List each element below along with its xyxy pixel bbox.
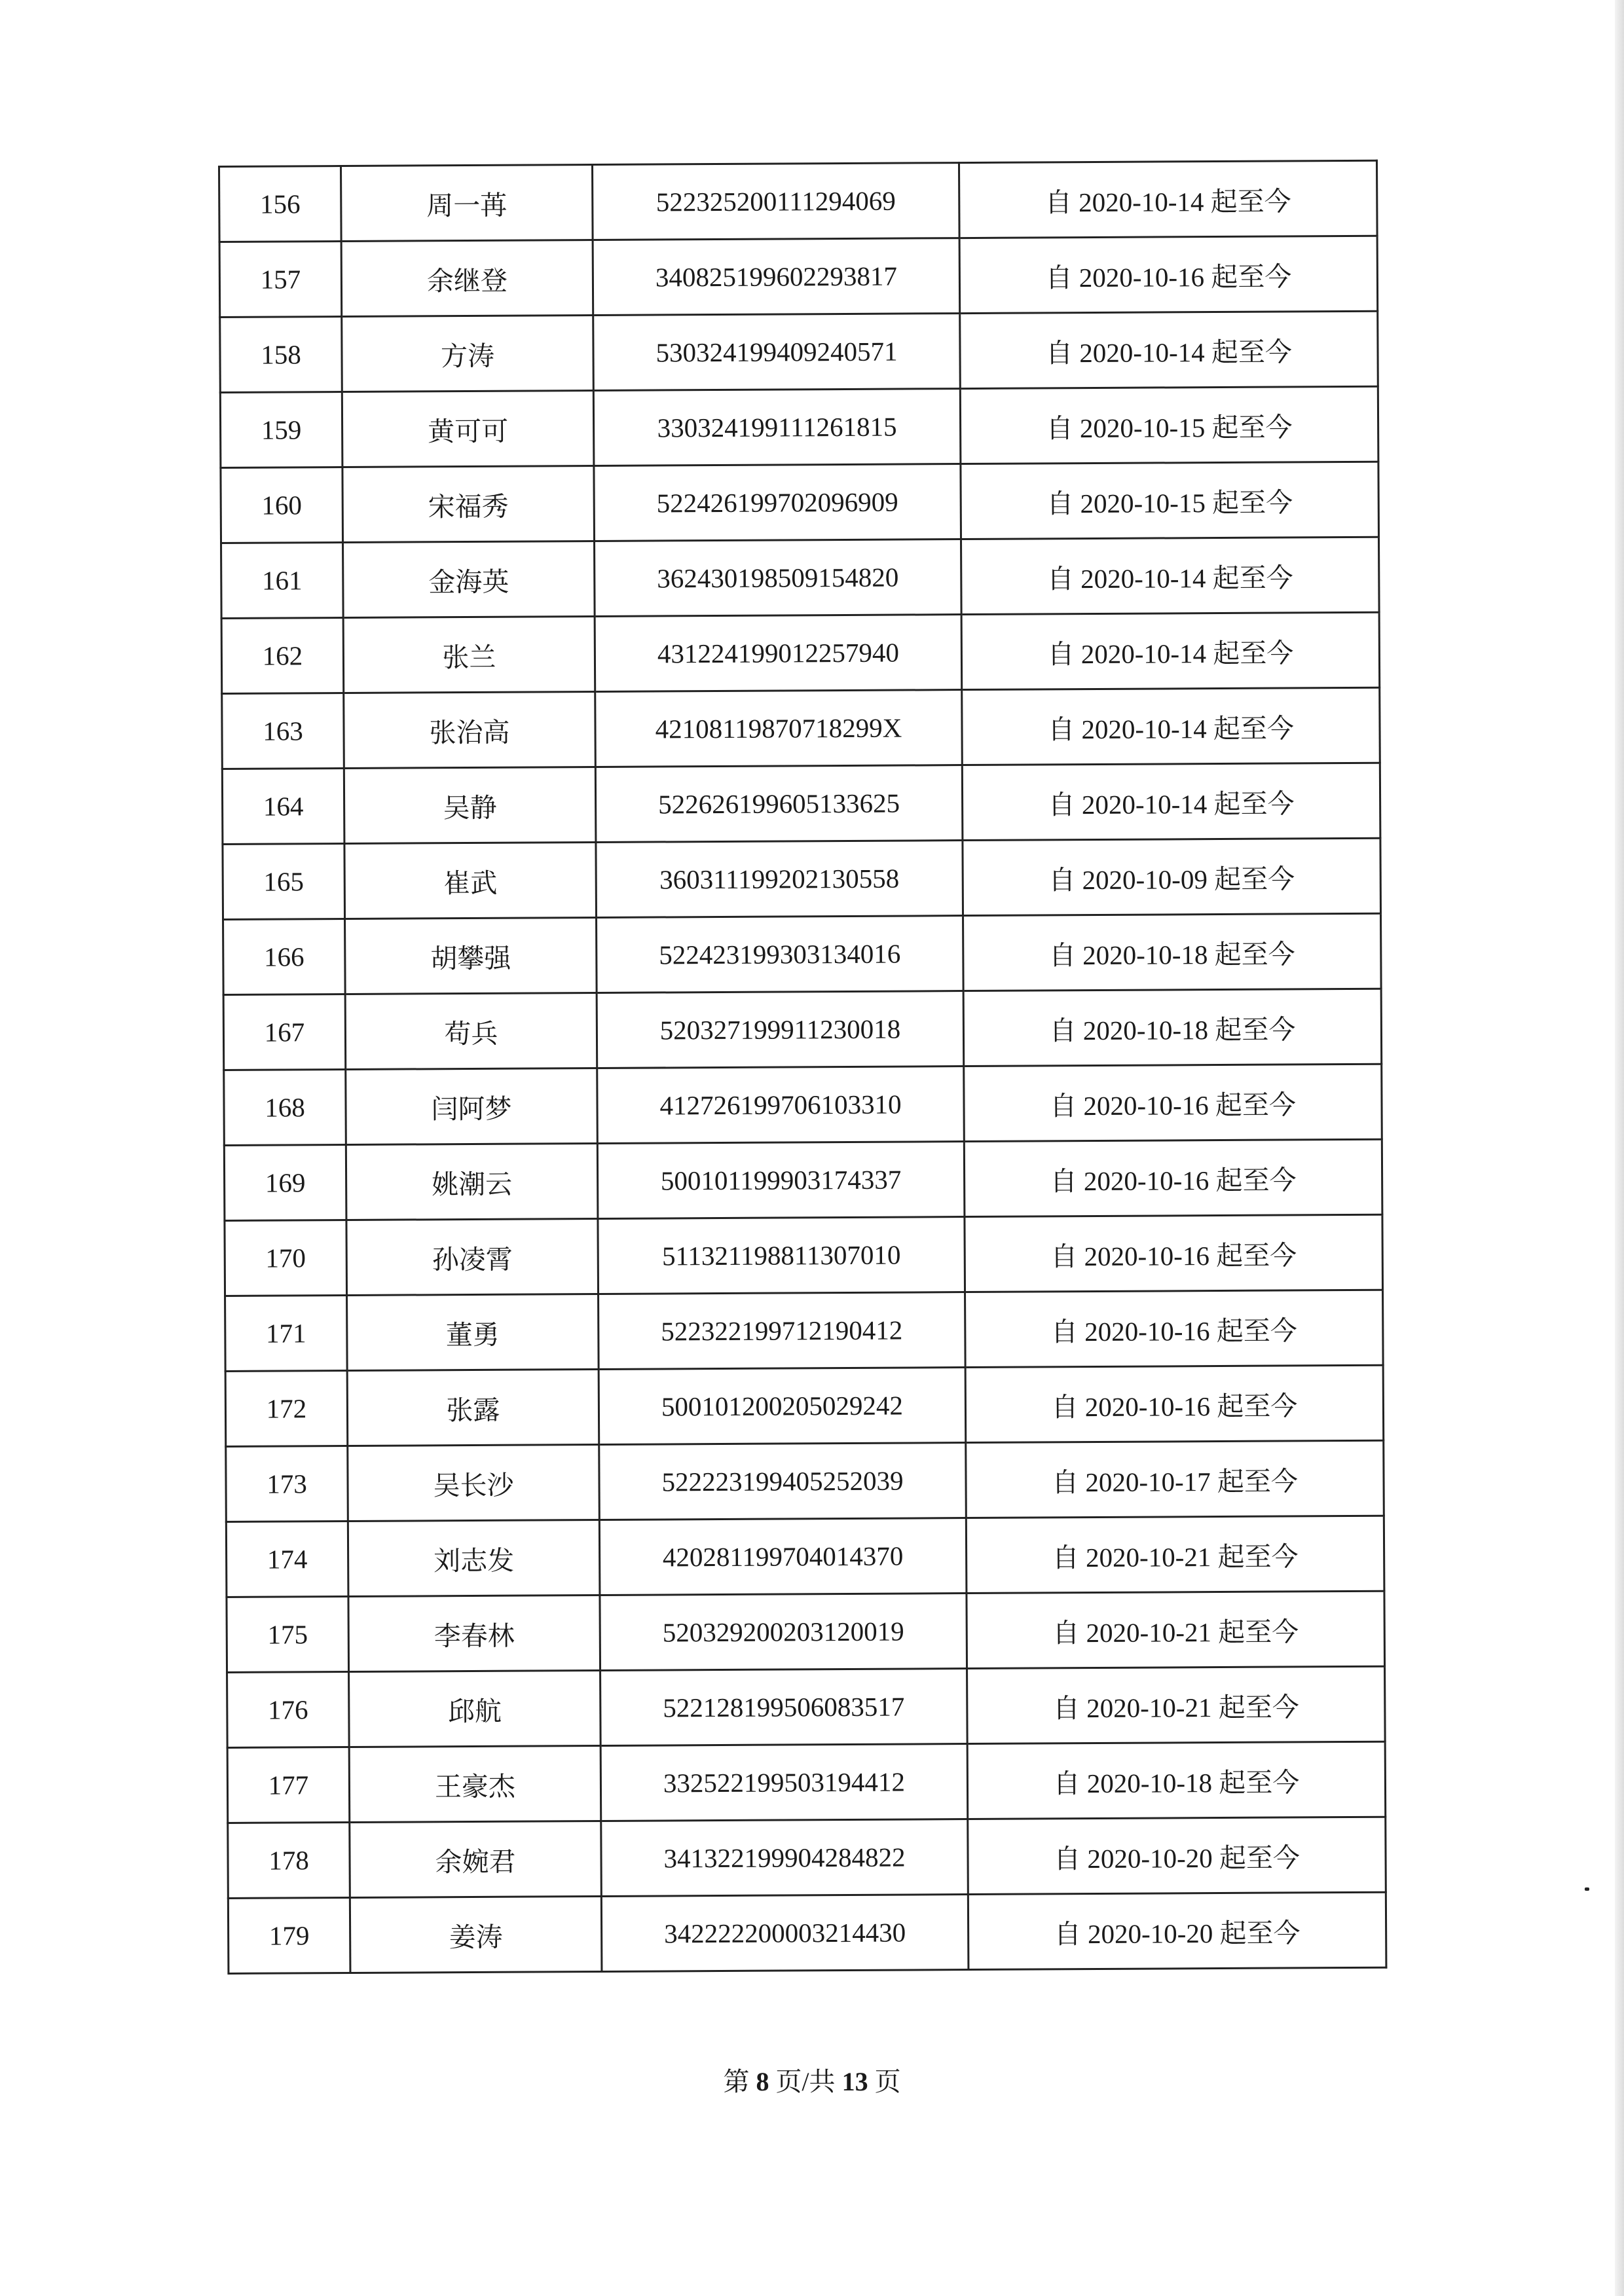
cell-period: 自 2020-10-16 起至今	[965, 1214, 1383, 1292]
cell-number: 164	[222, 769, 344, 845]
cell-number: 172	[225, 1370, 348, 1446]
table-row	[225, 1290, 1384, 1371]
cell-name: 余婉君	[350, 1821, 602, 1897]
cell-period: 自 2020-10-16 起至今	[959, 236, 1378, 313]
cell-number: 179	[228, 1897, 350, 1973]
cell-id-number: 530324199409240571	[593, 314, 961, 391]
cell-name: 张露	[347, 1369, 599, 1446]
cell-id-number: 342222200003214430	[601, 1895, 969, 1972]
cell-id-number: 341322199904284822	[601, 1819, 969, 1897]
table-row	[221, 537, 1380, 618]
cell-period: 自 2020-10-14 起至今	[962, 687, 1380, 765]
cell-name: 吴长沙	[348, 1444, 600, 1521]
cell-number: 163	[222, 693, 344, 769]
cell-name: 邱航	[349, 1670, 601, 1747]
cell-id-number: 362430198509154820	[595, 539, 962, 617]
cell-number: 156	[219, 166, 342, 242]
cell-number: 162	[221, 618, 344, 694]
table-row	[226, 1516, 1384, 1597]
cell-id-number: 412726199706103310	[597, 1066, 965, 1144]
table-row	[224, 1064, 1382, 1145]
cell-id-number: 522322199712190412	[599, 1292, 966, 1370]
cell-name: 崔武	[344, 842, 597, 919]
cell-number: 175	[227, 1596, 349, 1672]
cell-period: 自 2020-10-16 起至今	[964, 1139, 1382, 1216]
cell-name: 孙凌霄	[346, 1218, 599, 1295]
scan-speck	[1585, 1887, 1589, 1891]
cell-name: 胡攀强	[345, 917, 597, 994]
cell-period: 自 2020-10-09 起至今	[963, 838, 1381, 915]
table-row	[226, 1440, 1384, 1522]
table-row	[225, 1365, 1384, 1446]
cell-number: 169	[224, 1144, 346, 1220]
table-row	[220, 386, 1378, 467]
cell-number: 160	[221, 467, 343, 543]
table-row	[221, 462, 1379, 543]
cell-name: 姚潮云	[346, 1143, 598, 1220]
cell-id-number: 522325200111294069	[593, 163, 960, 240]
cell-period: 自 2020-10-14 起至今	[961, 537, 1380, 614]
cell-number: 178	[228, 1822, 350, 1898]
cell-number: 158	[220, 317, 342, 393]
table-row	[227, 1591, 1385, 1672]
table-row	[223, 913, 1382, 994]
cell-number: 159	[220, 392, 342, 468]
cell-period: 自 2020-10-15 起至今	[961, 462, 1379, 539]
cell-id-number: 522128199506083517	[600, 1669, 968, 1746]
cell-id-number: 511321198811307010	[598, 1217, 965, 1294]
cell-period: 自 2020-10-16 起至今	[965, 1365, 1384, 1442]
cell-name: 金海英	[343, 541, 595, 617]
table-row	[223, 838, 1381, 919]
cell-period: 自 2020-10-18 起至今	[967, 1741, 1386, 1819]
table-row	[221, 612, 1380, 693]
table-row	[220, 311, 1378, 392]
cell-number: 165	[223, 844, 345, 920]
cell-number: 166	[223, 919, 346, 995]
table-row	[227, 1741, 1386, 1823]
cell-period: 自 2020-10-14 起至今	[960, 311, 1378, 388]
cell-name: 黄可可	[342, 391, 594, 467]
table-row	[222, 687, 1380, 769]
cell-name: 方涛	[342, 316, 594, 392]
cell-id-number: 420281199704014370	[599, 1518, 967, 1595]
cell-period: 自 2020-10-14 起至今	[959, 160, 1377, 238]
cell-id-number: 520327199911230018	[597, 991, 964, 1068]
cell-id-number: 522223199405252039	[599, 1443, 967, 1520]
cell-name: 苟兵	[345, 993, 597, 1069]
cell-number: 171	[225, 1295, 348, 1371]
cell-id-number: 330324199111261815	[593, 389, 961, 466]
cell-number: 167	[223, 994, 346, 1070]
footer-suffix: 页	[874, 2067, 901, 2096]
table-row	[227, 1666, 1386, 1747]
cell-name: 姜涛	[350, 1896, 602, 1973]
table-row	[228, 1817, 1386, 1898]
cell-number: 174	[226, 1521, 348, 1597]
cell-period: 自 2020-10-15 起至今	[960, 386, 1378, 464]
cell-period: 自 2020-10-20 起至今	[968, 1892, 1386, 1969]
roster-body	[219, 160, 1386, 1973]
cell-name: 张兰	[343, 616, 595, 693]
cell-name: 王豪杰	[349, 1745, 601, 1822]
table-row	[222, 763, 1380, 844]
cell-period: 自 2020-10-16 起至今	[964, 1064, 1382, 1141]
cell-number: 170	[225, 1220, 347, 1296]
cell-number: 176	[227, 1671, 350, 1747]
roster-table	[218, 160, 1387, 1975]
cell-id-number: 522626199605133625	[595, 765, 963, 843]
cell-number: 173	[226, 1446, 348, 1522]
cell-name: 李春林	[348, 1595, 600, 1671]
cell-period: 自 2020-10-16 起至今	[965, 1290, 1384, 1367]
table-row	[219, 160, 1378, 242]
table-row	[224, 1139, 1382, 1220]
cell-period: 自 2020-10-21 起至今	[967, 1666, 1386, 1743]
cell-id-number: 500101200205029242	[599, 1368, 966, 1445]
cell-name: 张治高	[344, 691, 596, 768]
table-row	[228, 1892, 1386, 1973]
cell-id-number: 522423199303134016	[597, 916, 964, 993]
table-row	[225, 1214, 1383, 1296]
cell-id-number: 42108119870718299X	[595, 690, 963, 767]
cell-name: 宋福秀	[342, 466, 595, 543]
cell-name: 董勇	[347, 1294, 599, 1370]
cell-id-number: 431224199012257940	[595, 615, 962, 692]
cell-name: 余继登	[341, 240, 593, 317]
cell-period: 自 2020-10-21 起至今	[966, 1516, 1384, 1593]
cell-id-number: 522426199702096909	[594, 464, 961, 541]
cell-period: 自 2020-10-18 起至今	[963, 989, 1382, 1066]
scan-edge	[1615, 0, 1624, 2296]
cell-id-number: 500101199903174337	[597, 1142, 965, 1219]
cell-id-number: 520329200203120019	[600, 1594, 967, 1671]
cell-period: 自 2020-10-14 起至今	[961, 612, 1380, 689]
footer-page-number: 8	[756, 2067, 769, 2096]
cell-name: 闫阿梦	[346, 1068, 598, 1144]
footer-prefix: 第	[723, 2067, 750, 2096]
cell-id-number: 360311199202130558	[596, 841, 963, 918]
cell-period: 自 2020-10-14 起至今	[962, 763, 1380, 840]
cell-name: 吴静	[344, 767, 596, 843]
footer-total-pages: 13	[841, 2067, 868, 2096]
cell-number: 168	[224, 1069, 346, 1145]
cell-number: 177	[227, 1747, 350, 1823]
cell-period: 自 2020-10-21 起至今	[967, 1591, 1385, 1668]
table-row	[223, 989, 1382, 1070]
cell-number: 157	[219, 242, 342, 318]
footer-middle: 页/共	[775, 2067, 836, 2096]
cell-period: 自 2020-10-17 起至今	[966, 1440, 1384, 1518]
cell-name: 刘志发	[348, 1520, 600, 1596]
cell-id-number: 340825199602293817	[593, 238, 960, 316]
cell-id-number: 332522199503194412	[600, 1744, 968, 1821]
table-row	[219, 236, 1378, 317]
cell-period: 自 2020-10-18 起至今	[963, 913, 1382, 991]
page-footer	[0, 2061, 1624, 2098]
cell-period: 自 2020-10-20 起至今	[968, 1817, 1386, 1894]
cell-name: 周一苒	[341, 165, 593, 242]
cell-number: 161	[221, 543, 344, 619]
